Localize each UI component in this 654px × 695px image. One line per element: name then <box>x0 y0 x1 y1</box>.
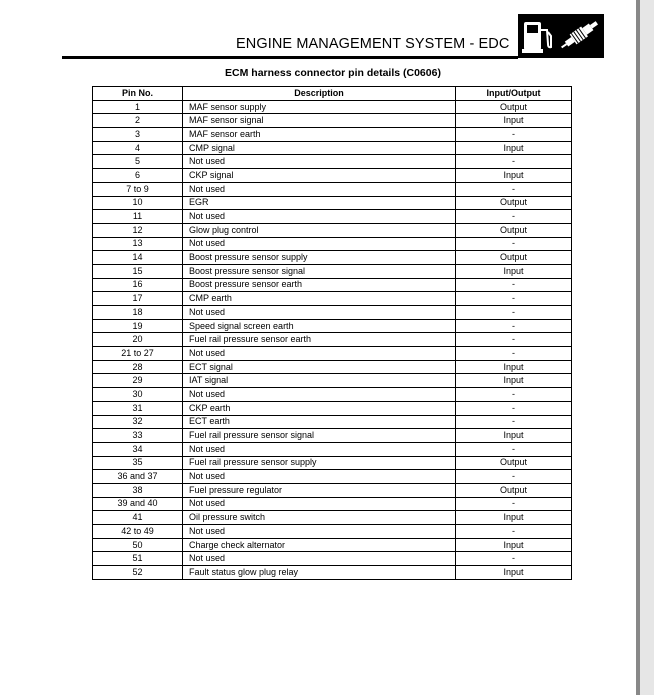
table-row <box>93 333 572 347</box>
io-cell: Output <box>456 100 572 114</box>
table-row <box>93 483 572 497</box>
pin-cell: 51 <box>93 552 183 566</box>
description-cell: Boost pressure sensor supply <box>183 251 456 265</box>
header-rule <box>62 56 518 59</box>
pin-cell: 29 <box>93 374 183 388</box>
description-cell: Fuel rail pressure sensor signal <box>183 429 456 443</box>
table-row <box>93 538 572 552</box>
description-cell: Boost pressure sensor earth <box>183 278 456 292</box>
io-cell: - <box>456 292 572 306</box>
pin-cell: 31 <box>93 401 183 415</box>
pin-cell: 10 <box>93 196 183 210</box>
io-cell: Output <box>456 456 572 470</box>
table-row <box>93 347 572 361</box>
pin-cell: 21 to 27 <box>93 347 183 361</box>
io-cell: Input <box>456 360 572 374</box>
description-cell: Boost pressure sensor signal <box>183 264 456 278</box>
description-cell: Not used <box>183 497 456 511</box>
table-row <box>93 306 572 320</box>
pin-cell: 3 <box>93 128 183 142</box>
io-cell: - <box>456 470 572 484</box>
description-cell: Not used <box>183 347 456 361</box>
description-cell: Not used <box>183 442 456 456</box>
table-row <box>93 196 572 210</box>
table-row <box>93 360 572 374</box>
pin-cell: 52 <box>93 566 183 580</box>
io-cell: Input <box>456 114 572 128</box>
pin-cell: 5 <box>93 155 183 169</box>
column-header-pin: Pin No. <box>93 87 183 101</box>
io-cell: Output <box>456 483 572 497</box>
table-row <box>93 374 572 388</box>
description-cell: CKP earth <box>183 401 456 415</box>
description-cell: MAF sensor supply <box>183 100 456 114</box>
description-cell: EGR <box>183 196 456 210</box>
io-cell: - <box>456 347 572 361</box>
pin-cell: 16 <box>93 278 183 292</box>
description-cell: Not used <box>183 306 456 320</box>
table-row <box>93 141 572 155</box>
description-cell: IAT signal <box>183 374 456 388</box>
io-cell: Input <box>456 264 572 278</box>
io-cell: Input <box>456 141 572 155</box>
pin-cell: 15 <box>93 264 183 278</box>
io-cell: - <box>456 552 572 566</box>
table-row <box>93 100 572 114</box>
table-row <box>93 278 572 292</box>
pin-cell: 6 <box>93 169 183 183</box>
page-shadow <box>636 0 640 695</box>
io-cell: - <box>456 128 572 142</box>
io-cell: Input <box>456 169 572 183</box>
io-cell: - <box>456 237 572 251</box>
description-cell: Not used <box>183 155 456 169</box>
pin-cell: 34 <box>93 442 183 456</box>
description-cell: Fuel rail pressure sensor supply <box>183 456 456 470</box>
table-row <box>93 511 572 525</box>
io-cell: Input <box>456 374 572 388</box>
pin-cell: 12 <box>93 223 183 237</box>
io-cell: - <box>456 155 572 169</box>
column-header-io: Input/Output <box>456 87 572 101</box>
table-row <box>93 525 572 539</box>
pin-cell: 1 <box>93 100 183 114</box>
table-row <box>93 237 572 251</box>
io-cell: Input <box>456 538 572 552</box>
table-row <box>93 429 572 443</box>
description-cell: CKP signal <box>183 169 456 183</box>
pin-cell: 13 <box>93 237 183 251</box>
table-row <box>93 415 572 429</box>
table-row <box>93 155 572 169</box>
io-cell: - <box>456 525 572 539</box>
pin-cell: 11 <box>93 210 183 224</box>
pin-cell: 42 to 49 <box>93 525 183 539</box>
description-cell: Not used <box>183 470 456 484</box>
table-row <box>93 264 572 278</box>
pin-cell: 41 <box>93 511 183 525</box>
table-row <box>93 497 572 511</box>
table-row <box>93 566 572 580</box>
io-cell: Output <box>456 196 572 210</box>
io-cell: - <box>456 306 572 320</box>
description-cell: Fault status glow plug relay <box>183 566 456 580</box>
io-cell: - <box>456 442 572 456</box>
description-cell: ECT signal <box>183 360 456 374</box>
table-row <box>93 182 572 196</box>
table-row <box>93 319 572 333</box>
pin-cell: 4 <box>93 141 183 155</box>
pin-cell: 36 and 37 <box>93 470 183 484</box>
description-cell: CMP earth <box>183 292 456 306</box>
table-title: ECM harness connector pin details (C0606) <box>225 67 441 79</box>
description-cell: MAF sensor signal <box>183 114 456 128</box>
io-cell: - <box>456 333 572 347</box>
io-cell: Output <box>456 251 572 265</box>
pin-cell: 17 <box>93 292 183 306</box>
io-cell: - <box>456 401 572 415</box>
io-cell: - <box>456 319 572 333</box>
table-body <box>93 100 572 579</box>
description-cell: MAF sensor earth <box>183 128 456 142</box>
pin-cell: 7 to 9 <box>93 182 183 196</box>
page-title: ENGINE MANAGEMENT SYSTEM - EDC <box>236 36 510 52</box>
table-row <box>93 128 572 142</box>
description-cell: Not used <box>183 525 456 539</box>
pin-details-table <box>92 86 572 580</box>
table-row <box>93 401 572 415</box>
pin-cell: 32 <box>93 415 183 429</box>
section-logo <box>518 14 604 58</box>
table-row <box>93 442 572 456</box>
io-cell: Output <box>456 223 572 237</box>
description-cell: Speed signal screen earth <box>183 319 456 333</box>
description-cell: Not used <box>183 210 456 224</box>
description-cell: CMP signal <box>183 141 456 155</box>
pin-cell: 30 <box>93 388 183 402</box>
column-header-description: Description <box>183 87 456 101</box>
io-cell: - <box>456 388 572 402</box>
table-row <box>93 210 572 224</box>
io-cell: - <box>456 415 572 429</box>
pin-cell: 38 <box>93 483 183 497</box>
table-row <box>93 470 572 484</box>
description-cell: ECT earth <box>183 415 456 429</box>
io-cell: - <box>456 210 572 224</box>
io-cell: Input <box>456 566 572 580</box>
description-cell: Not used <box>183 182 456 196</box>
table-row <box>93 292 572 306</box>
table-row <box>93 552 572 566</box>
table-header-row <box>93 87 572 101</box>
description-cell: Oil pressure switch <box>183 511 456 525</box>
io-cell: - <box>456 278 572 292</box>
pin-cell: 35 <box>93 456 183 470</box>
table-row <box>93 456 572 470</box>
description-cell: Glow plug control <box>183 223 456 237</box>
table-row <box>93 251 572 265</box>
description-cell: Fuel rail pressure sensor earth <box>183 333 456 347</box>
io-cell: Input <box>456 511 572 525</box>
description-cell: Not used <box>183 388 456 402</box>
pin-cell: 14 <box>93 251 183 265</box>
io-cell: - <box>456 182 572 196</box>
description-cell: Charge check alternator <box>183 538 456 552</box>
io-cell: - <box>456 497 572 511</box>
description-cell: Not used <box>183 552 456 566</box>
table-row <box>93 169 572 183</box>
pin-cell: 2 <box>93 114 183 128</box>
pin-cell: 33 <box>93 429 183 443</box>
pin-cell: 28 <box>93 360 183 374</box>
pin-cell: 19 <box>93 319 183 333</box>
pin-cell: 18 <box>93 306 183 320</box>
table-row <box>93 223 572 237</box>
table-row <box>93 114 572 128</box>
pin-cell: 50 <box>93 538 183 552</box>
description-cell: Not used <box>183 237 456 251</box>
description-cell: Fuel pressure regulator <box>183 483 456 497</box>
table-row <box>93 388 572 402</box>
pin-cell: 20 <box>93 333 183 347</box>
io-cell: Input <box>456 429 572 443</box>
pin-cell: 39 and 40 <box>93 497 183 511</box>
